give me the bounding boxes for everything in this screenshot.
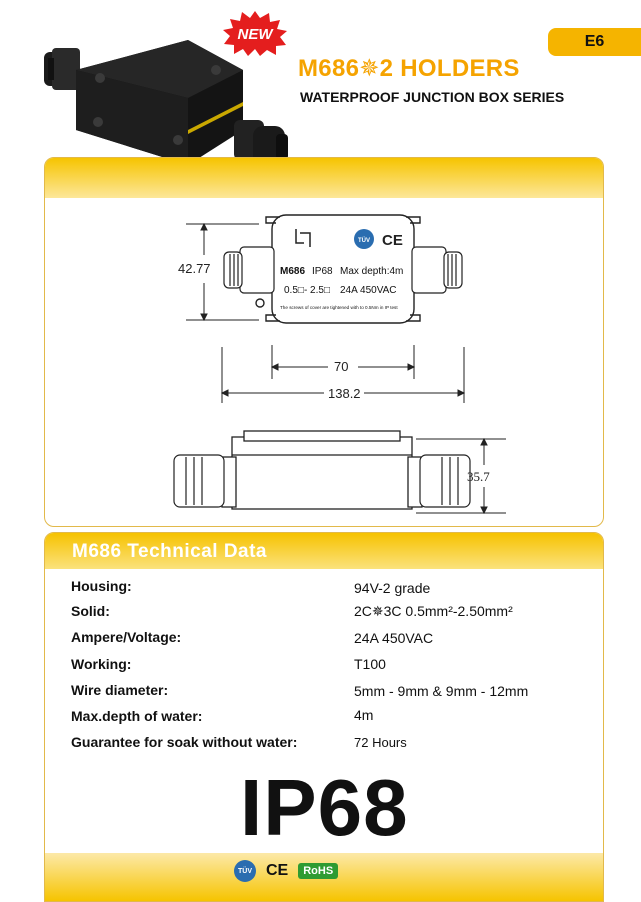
page-subtitle: WATERPROOF JUNCTION BOX SERIES — [300, 89, 565, 105]
spec-label-soak-guarantee: Guarantee for soak without water: — [71, 734, 298, 750]
spec-value-ampere-voltage: 24A 450VAC — [354, 630, 434, 646]
drawing-max-depth: Max depth:4m — [340, 266, 404, 277]
drawing-wire-range: 0.5□- 2.5□ — [284, 285, 330, 296]
tuv-cert-icon: TÜV — [234, 860, 256, 882]
side-view-left-gland — [174, 455, 224, 507]
ce-mark: CE — [382, 232, 403, 249]
spec-value-max-depth: 4m — [354, 707, 374, 723]
drawing-note: The screws of cover are tightened with to 0.5Nm in IP test — [280, 305, 398, 310]
side-view-box — [222, 431, 422, 509]
spec-value-housing: 94V-2 grade — [354, 580, 431, 596]
spec-label-wire-diameter: Wire diameter: — [71, 682, 169, 698]
overall-width-label: 138.2 — [328, 386, 361, 401]
inner-width-label: 70 — [334, 359, 349, 374]
drawing-model: M686 — [280, 266, 306, 277]
spec-label-housing: Housing: — [71, 578, 132, 594]
spec-value-wire-diameter: 5mm - 9mm & 9mm - 12mm — [354, 683, 529, 699]
ce-cert-icon: CE — [266, 862, 289, 879]
drawing-ip-rating: IP68 — [312, 266, 333, 277]
side-view-right-gland — [420, 455, 470, 507]
spec-label-solid: Solid: — [71, 603, 110, 619]
certifications-row — [234, 860, 338, 882]
rohs-cert-icon: RoHS — [298, 863, 338, 879]
side-height-label: 35.7 — [467, 469, 490, 484]
page-title: M686✵2 HOLDERS — [298, 55, 520, 82]
page-tag: E6 — [548, 28, 641, 56]
tech-data-title: M686 Technical Data — [72, 541, 268, 562]
spec-value-working: T100 — [354, 656, 386, 672]
height-dimension-label: 42.77 — [178, 261, 211, 276]
tuv-mark-icon — [354, 229, 374, 249]
drawing-voltage: 24A 450VAC — [340, 285, 397, 296]
svg-text:TÜV: TÜV — [358, 238, 370, 244]
technical-drawing — [44, 157, 602, 525]
top-view-left-gland — [224, 247, 274, 293]
left-cable-gland — [44, 48, 80, 90]
top-view-right-gland — [412, 247, 462, 293]
spec-value-soak-guarantee: 72 Hours — [354, 735, 407, 750]
box-body — [76, 40, 243, 165]
ip-rating-big: IP68 — [240, 763, 409, 852]
new-badge-text: NEW — [237, 26, 273, 43]
spec-label-ampere-voltage: Ampere/Voltage: — [71, 629, 182, 645]
spec-label-max-depth: Max.depth of water: — [71, 708, 203, 724]
spec-value-solid: 2C✵3C 0.5mm²-2.50mm² — [354, 603, 513, 619]
spec-label-working: Working: — [71, 656, 132, 672]
